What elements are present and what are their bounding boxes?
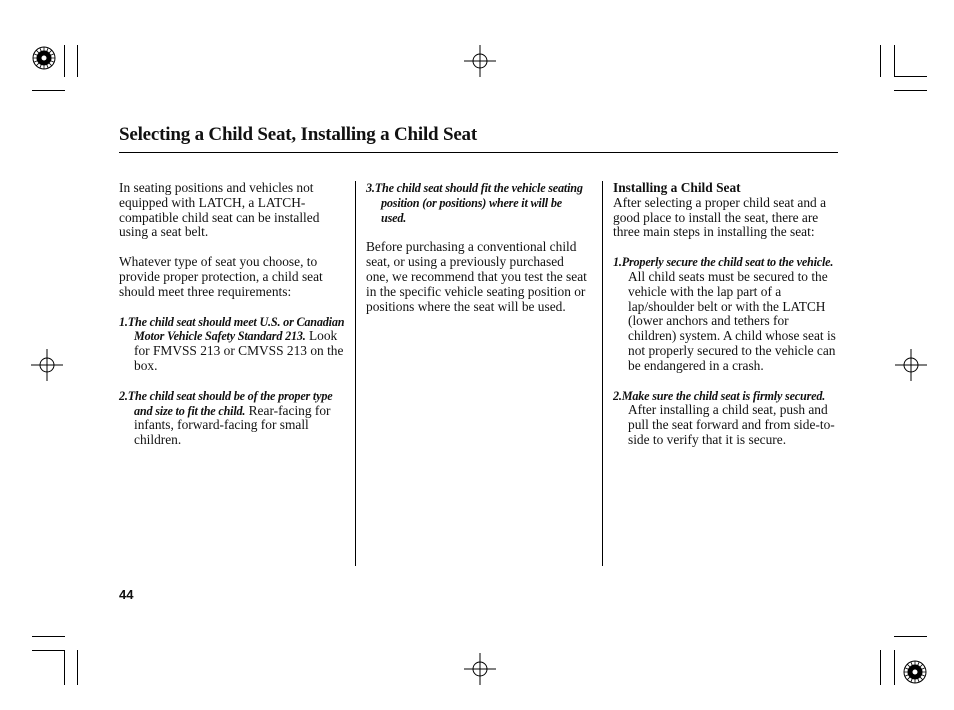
item-lead: The child seat should meet U.S. or Canadian Motor Vehicle Safety Standard 213. [127, 314, 345, 344]
page-number: 44 [119, 587, 134, 602]
column-3 [613, 181, 838, 448]
starburst-registration-icon [31, 45, 57, 71]
paragraph: Whatever type of seat you choose, to provide proper protection, a child seat should meet three requirements: [119, 254, 323, 299]
column-2 [366, 181, 588, 314]
item-lead: Make sure the child seat is firmly secured. [621, 388, 826, 403]
registration-target-icon [895, 349, 927, 381]
paragraph: Before purchasing a conventional child seat, or using a previously purchased one, we recommend that you test the seat in the specific vehicle seating position or positions where the seat will be used. [366, 239, 587, 314]
item-text: All child seats must be secured to the vehicle with the lap part of a lap/shoulder belt or with the LATCH (lower anchors and tethers for children) system. A child whose seat is not properly secured to the vehicle can be endangered in a crash. [628, 268, 836, 373]
item-lead: The child seat should fit the vehicle seating position (or positions) where it will be used. [374, 181, 583, 225]
item-lead: Properly secure the child seat to the vehicle. [621, 255, 834, 270]
item-text: Rear-facing for infants, forward-facing for small children. [134, 402, 331, 448]
paragraph: After selecting a proper child seat and a good place to install the seat, there are three main steps in installing the seat: [613, 194, 827, 240]
item-number: 2. [613, 388, 622, 403]
item-number: 2. [119, 388, 128, 403]
registration-target-icon [464, 45, 496, 77]
title-rule [119, 152, 838, 153]
starburst-registration-icon [902, 659, 928, 685]
item-lead: The child seat should be of the proper type and size to fit the child. [127, 388, 333, 418]
step-item [613, 255, 838, 373]
section-heading: Installing a Child Seat [613, 180, 741, 195]
column-divider [602, 181, 603, 566]
step-item [613, 389, 838, 448]
registration-target-icon [31, 349, 63, 381]
requirement-item [119, 315, 348, 374]
registration-target-icon [464, 653, 496, 685]
item-number: 1. [613, 255, 622, 270]
item-text: Look for FMVSS 213 or CMVSS 213 on the box. [134, 328, 344, 373]
column-1 [119, 181, 348, 448]
item-number: 3. [366, 181, 375, 195]
paragraph: In seating positions and vehicles not equipped with LATCH, a LATCH-compatible child seat can be installed using a seat belt. [119, 180, 320, 240]
requirement-item [119, 389, 348, 448]
item-text: After installing a child seat, push and pull the seat forward and from side-to-side to verify that it is secure. [628, 402, 835, 447]
page-title: Selecting a Child Seat, Installing a Child Seat [119, 124, 477, 145]
column-divider [355, 181, 356, 566]
item-number: 1. [119, 314, 128, 329]
requirement-item [366, 181, 588, 225]
